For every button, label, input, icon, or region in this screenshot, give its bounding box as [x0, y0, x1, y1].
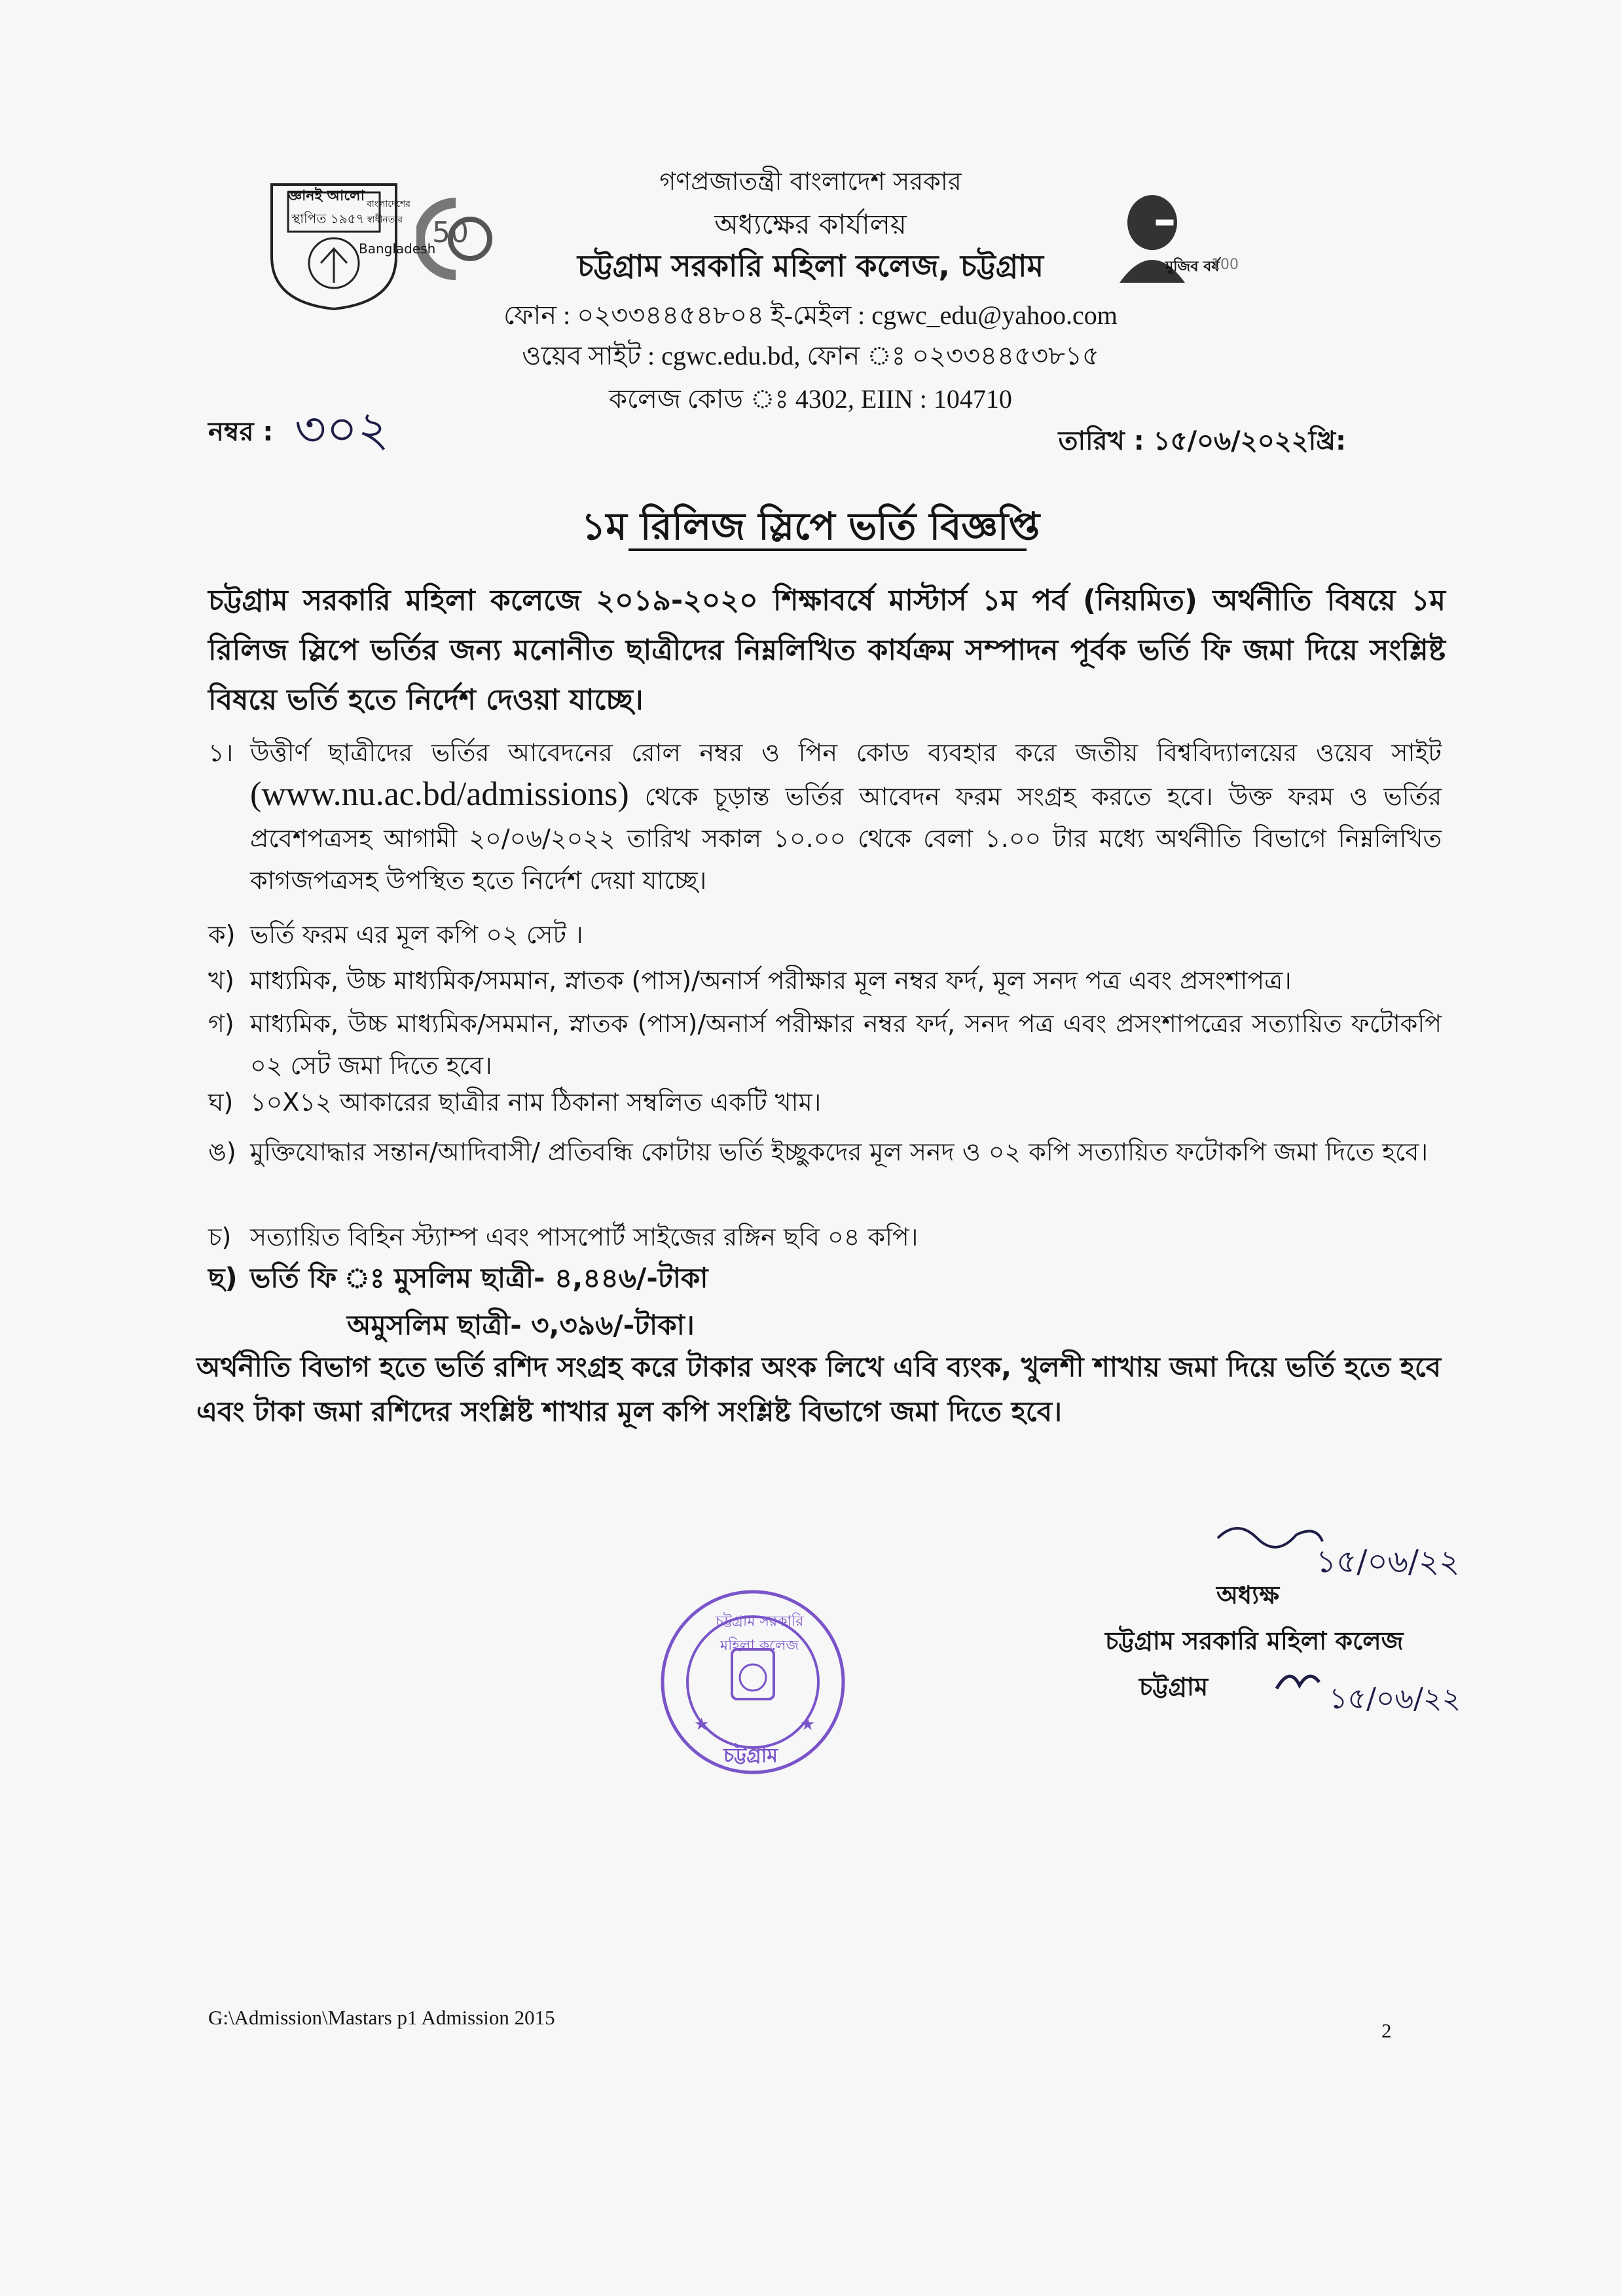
nu-admission-url: (www.nu.ac.bd/admissions): [250, 776, 629, 813]
payment-instruction: অর্থনীতি বিভাগ হতে ভর্তি রশিদ সংগ্রহ করে টাকার অংক লিখে এবি ব্যংক, খুলশী শাখায় জমা দিয়ে ভর্তি হতে হবে এবং টাকা জমা রশিদের সংশ্লিষ্ট শাখার মূল কপি সংশ্লিষ্ট বিভাগে জমা দিতে হবে।: [196, 1351, 1442, 1427]
government-name: গণপ্রজাতন্ত্রী বাংলাদেশ সরকার: [659, 167, 962, 196]
doc-item-label: ক): [208, 920, 236, 949]
signatory-designation: অধ্যক্ষ: [1216, 1581, 1280, 1609]
svg-text:★: ★: [800, 1715, 816, 1734]
website-phone: ওয়েব সাইট : cgwc.edu.bd, ফোন ঃ ০২৩৩৪৪৫৩৮১৫: [522, 341, 1099, 370]
mujib-year-number: 100: [1211, 257, 1239, 273]
item-1-text: [250, 732, 1442, 901]
title-underline: [628, 548, 1027, 551]
seal-ring-text: চট্টগ্রাম সরকারি মহিলা কলেজ: [715, 1613, 804, 1654]
doc-item-label: খ): [208, 966, 234, 995]
logo-motto: জ্ঞানই আলো: [288, 188, 365, 204]
doc-item-text: মাধ্যমিক, উচ্চ মাধ্যমিক/সমমান, স্নাতক (পাস)/অনার্স পরীক্ষার নম্বর ফর্দ, সনদ পত্র এবং প্রসংশাপত্রের সত্যায়িত ফটোকপি ০২ সেট জমা দিতে হবে।: [250, 1009, 1442, 1080]
doc-item-text: মাধ্যমিক, উচ্চ মাধ্যমিক/সমমান, স্নাতক (পাস)/অনার্স পরীক্ষার মূল নম্বর ফর্দ, মূল সনদ পত্র এবং প্রসংশাপত্র।: [250, 966, 1292, 995]
doc-item-label: চ): [208, 1223, 232, 1251]
doc-item-text: সত্যায়িত বিহিন স্ট্যাম্প এবং পাসপোর্ট সাইজের রঙ্গিন ছবি ০৪ কপি।: [250, 1223, 919, 1251]
office-name: অধ্যক্ষের কার্যালয়: [714, 208, 907, 240]
jubilee-number: 50: [432, 216, 469, 249]
phone-email: ফোন : ০২৩৩৪৪৫৪৮০৪ ই-মেইল : cgwc_edu@yahoo.com: [503, 300, 1118, 330]
college-name: চট্টগ্রাম সরকারি মহিলা কলেজ, চট্টগ্রাম: [577, 248, 1044, 283]
notice-intro: চট্টগ্রাম সরকারি মহিলা কলেজে ২০১৯-২০২০ শিক্ষাবর্ষে মাস্টার্স ১ম পর্ব (নিয়মিত) অর্থনীতি বিষয়ে ১ম রিলিজ স্লিপে ভর্তির জন্য মনোনীত ছাত্রীদের নিম্নলিখিত কার্যক্রম সম্পাদন পূর্বক ভর্তি ফি জমা দিয়ে সংশ্লিষ্ট বিষয়ে ভর্তি হতে নির্দেশ দেওয়া যাচ্ছে।: [208, 584, 1446, 717]
doc-item-label: গ): [208, 1009, 234, 1038]
fee-non-muslim: অমুসলিম ছাত্রী- ৩,৩৯৬/-টাকা।: [347, 1309, 695, 1341]
initial-signature: [1273, 1662, 1326, 1702]
jubilee-country: Bangladesh: [359, 241, 436, 257]
doc-item-text: ১০X১২ আকারের ছাত্রীর নাম ঠিকানা সম্বলিত একটি খাম।: [250, 1088, 822, 1117]
fee-label: ছ): [208, 1262, 238, 1294]
item-1-text-a: উত্তীর্ণ ছাত্রীদের ভর্তির আবেদনের রোল নম্বর ও পিন কোড ব্যবহার করে জতীয় বিশ্ববিদ্যালয়ের ওয়েব সাইট: [250, 738, 1442, 767]
initial-date: ১৫/০৬/২২: [1329, 1682, 1461, 1715]
mujib-year-text: মুজিব বর্ষ: [1165, 259, 1220, 275]
jubilee-caption: বাংলাদেশের স্বাধীনতার: [367, 199, 410, 225]
seal-city: চট্টগ্রাম: [723, 1744, 778, 1767]
college-code: কলেজ কোড ঃ 4302, EIIN : 104710: [609, 384, 1012, 414]
page-number: 2: [1381, 2019, 1392, 2042]
notice-title: ১ম রিলিজ স্লিপে ভর্তি বিজ্ঞপ্তি: [581, 504, 1040, 548]
notice-date: তারিখ : ১৫/০৬/২০২২খ্রি:: [1058, 426, 1346, 456]
signatory-city: চট্টগ্রাম: [1139, 1672, 1209, 1701]
doc-item-label: ঘ): [208, 1088, 234, 1117]
fee-muslim: ভর্তি ফি ঃ মুসলিম ছাত্রী- ৪,৪৪৬/-টাকা: [250, 1262, 708, 1294]
svg-text:★: ★: [694, 1715, 710, 1734]
item-1-text-b: থেকে চূড়ান্ত ভর্তির আবেদন ফরম সংগ্রহ করতে হবে। উক্ত ফরম ও ভর্তির প্রবেশপত্রসহ আগামী ২০/০৬/২০২২ তারিখ সকাল ১০.০০ থেকে বেলা ১.০০ টার মধ্যে অর্থনীতি বিভাগে নিম্নলিখিত কাগজপত্রসহ উপস্থিত হতে নির্দেশ দেয়া যাচ্ছে।: [250, 782, 1442, 895]
reference-label: নম্বর :: [208, 417, 274, 447]
logo-established: স্থাপিত ১৯৫৭: [291, 211, 365, 226]
signature-date: ১৫/০৬/২২: [1316, 1543, 1460, 1580]
reference-number: ৩০২: [295, 401, 390, 457]
doc-item-text: ভর্তি ফরম এর মূল কপি ০২ সেট ।: [250, 920, 583, 949]
doc-item-text: মুক্তিযোদ্ধার সন্তান/আদিবাসী/ প্রতিবন্ধি কোটায় ভর্তি ইচ্ছুকদের মূল সনদ ও ০২ কপি সত্যায়িত ফটোকপি জমা দিতে হবে।: [250, 1138, 1429, 1166]
doc-item-label: ঙ): [208, 1138, 236, 1166]
item-1-label: ১।: [208, 738, 234, 767]
signatory-college: চট্টগ্রাম সরকারি মহিলা কলেজ: [1105, 1626, 1404, 1655]
file-path: G:\Admission\Mastars p1 Admission 2015: [208, 2006, 555, 2029]
